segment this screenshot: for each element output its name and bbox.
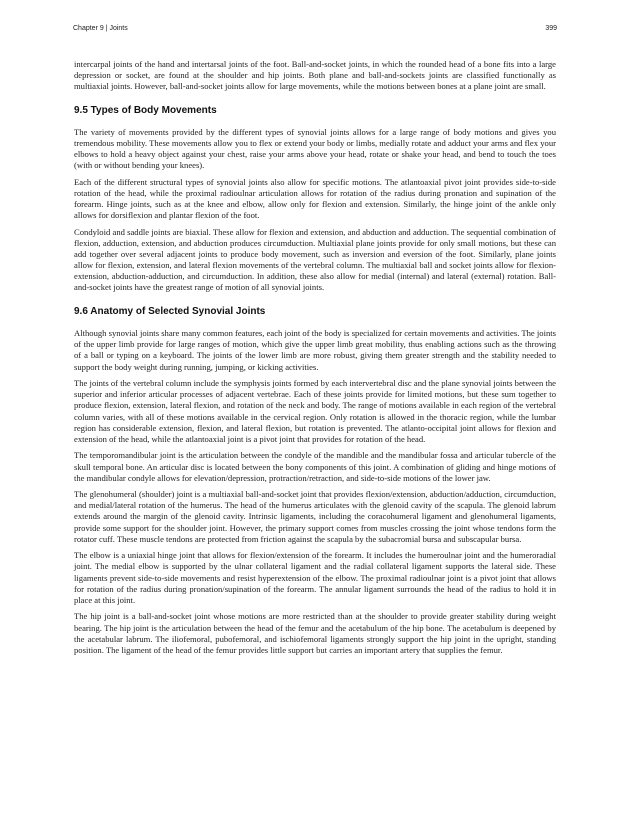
paragraph: The glenohumeral (shoulder) joint is a multiaxial ball-and-socket joint that provides flexion/extension, abduction/adduction, circumduction, and medial/lateral rotation of the humerus. The head of the humerus articulates with the glenoid cavity of the scapula. The glenoid labrum extends around the margin of the glenoid cavity. Intrinsic ligaments, including the coracohumeral ligament and glenohumeral ligaments, provide some support for the shoulder joint. However, the primary support comes from muscles crossing the joint whose tendons form the rotator cuff. These muscle tendons are protected from friction against the scapula by the subacromial bursa and subscapular bursa. [74,489,556,544]
paragraph: Condyloid and saddle joints are biaxial. These allow for flexion and extension, and abduction and adduction. The sequential combination of flexion, adduction, extension, and abduction produces circumduction. Multiaxial plane joints provide for only small motions, but these can add together over several adjacent joints to produce body movement, such as inversion and eversion of the foot. Similarly, plane joints allow for flexion, extension, and lateral flexion movements of the vertebral column. The multiaxial ball and socket joints allow for flexion-extension, abduction-adduction, and circumduction. In addition, these also allow for medial (internal) and lateral (external) rotation. Ball-and-socket joints have the greatest range of motion of all synovial joints. [74,227,556,293]
paragraph: The elbow is a uniaxial hinge joint that allows for flexion/extension of the forearm. It includes the humeroulnar joint and the humeroradial joint. The medial elbow is supported by the ulnar collateral ligament and the radial collateral ligament supports the lateral side. These ligaments prevent side-to-side movements and resist hyperextension of the elbow. The proximal radioulnar joint is a pivot joint that allows for rotation of the radius during pronation/supination of the forearm. The annular ligament surrounds the head of the radius to hold it in place at this joint. [74,550,556,605]
paragraph: Although synovial joints share many common features, each joint of the body is specialized for certain movements and activities. The joints of the upper limb provide for large ranges of motion, which give the upper limb great mobility, thus enabling actions such as the throwing of a ball or typing on a keyboard. The joints of the lower limb are more robust, giving them greater strength and the stability needed to support the body weight during running, jumping, or kicking activities. [74,328,556,372]
page-number: 399 [545,25,557,32]
chapter-title: Chapter 9 | Joints [73,25,128,32]
paragraph: Each of the different structural types of synovial joints also allow for specific motions. The atlantoaxial pivot joint provides side-to-side rotation of the head, while the proximal radioulnar articulation allows for rotation of the radius during pronation and supination of the forearm. Hinge joints, such as at the knee and elbow, allow only for flexion and extension. Similarly, the hinge joint of the ankle only allows for dorsiflexion and plantar flexion of the foot. [74,177,556,221]
intro-paragraph: intercarpal joints of the hand and intertarsal joints of the foot. Ball-and-socket joints, in which the rounded head of a bone fits into a large depression or socket, are found at the shoulder and hip joints. Both plane and ball-and-sockets joints are classified functionally as multiaxial joints. However, ball-and-socket joints allow for large movements, while the motions between bones at a plane joint are small. [74,59,556,92]
page-content [74,59,556,661]
section-heading-types-of-body-movements: 9.5 Types of Body Movements [74,105,217,117]
section-heading-anatomy-of-selected-synovial-joints: 9.6 Anatomy of Selected Synovial Joints [74,306,266,318]
paragraph: The temporomandibular joint is the articulation between the condyle of the mandible and the mandibular fossa and articular tubercle of the skull temporal bone. An articular disc is located between the bony components of this joint. A combination of gliding and hinge motions of the mandibular condyle allows for elevation/depression, protraction/retraction, and side-to-side motions of the lower jaw. [74,450,556,483]
paragraph: The joints of the vertebral column include the symphysis joints formed by each intervertebral disc and the plane synovial joints between the superior and inferior articular processes of adjacent vertebrae. Each of these joints provide for limited motions, but these sum together to produce flexion, extension, lateral flexion, and rotation of the neck and body. The range of motions available in each region of the vertebral column varies, with all of these motions available in the cervical region. Only rotation is allowed in the thoracic region, while the lumbar region has considerable extension, flexion, and lateral flexion, but rotation is prevented. The atlanto-occipital joint allows for flexion and extension of the head, while the atlantoaxial joint is a pivot joint that provides for rotation of the head. [74,378,556,444]
paragraph: The variety of movements provided by the different types of synovial joints allows for a large range of body motions and gives you tremendous mobility. These movements allow you to flex or extend your body or limbs, medially rotate and adduct your arms and flex your elbows to hold a heavy object against your chest, raise your arms above your head, rotate or shake your head, and bend to touch the toes (with or without bending your knees). [74,127,556,171]
running-header [73,25,557,32]
paragraph: The hip joint is a ball-and-socket joint whose motions are more restricted than at the shoulder to provide greater stability during weight bearing. The hip joint is the articulation between the head of the femur and the acetabulum of the hip bone. The acetabulum is deepened by the acetabular labrum. The iliofemoral, pubofemoral, and ischiofemoral ligaments strongly support the hip joint in the upright, standing position. The ligament of the head of the femur provides little support but carries an important artery that supplies the femur. [74,611,556,655]
